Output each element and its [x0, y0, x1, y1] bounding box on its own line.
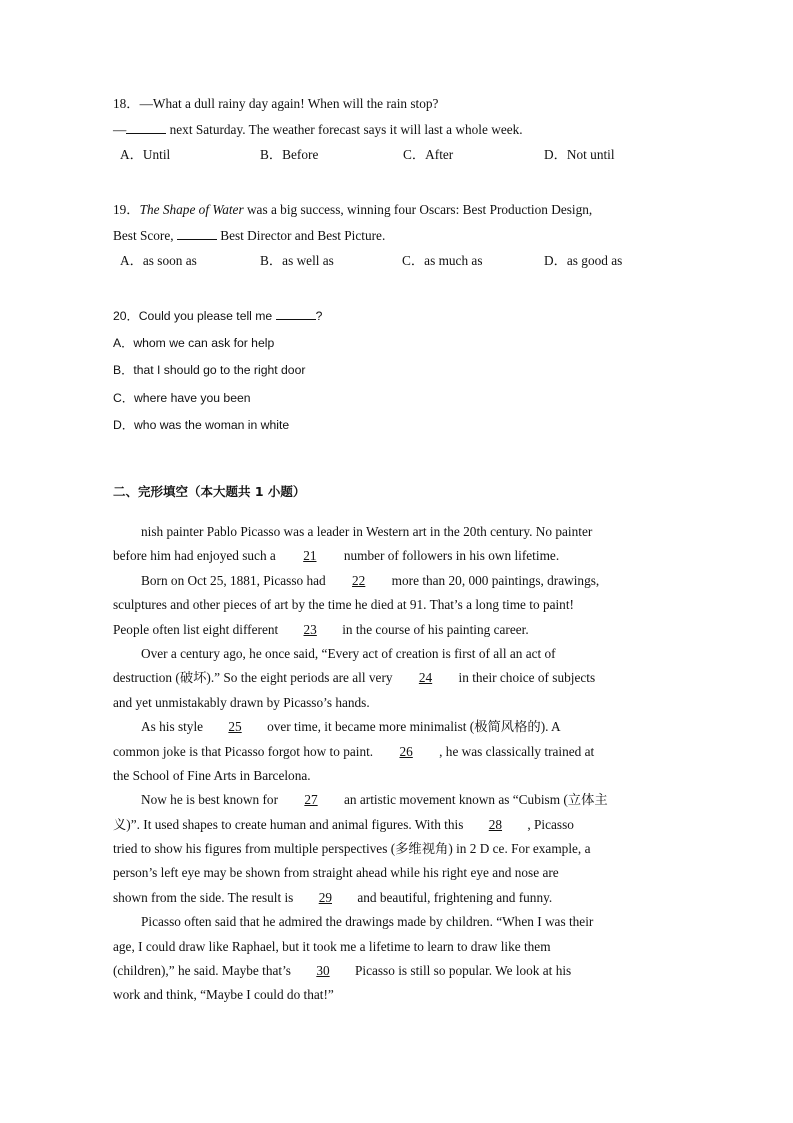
q20-stem-b: ?: [315, 309, 323, 323]
q19-line1-rest: was a big success, winning four Oscars: Best Production Design,: [243, 202, 593, 217]
q18-reply-dash: —: [113, 122, 127, 137]
passage-line: [113, 813, 678, 837]
q20-stem: [113, 308, 322, 324]
passage-text: Picasso is still so popular. We look at his: [354, 963, 572, 979]
passage-line: [113, 544, 678, 568]
passage-text: number of followers in his own lifetime.: [343, 548, 560, 564]
passage-line: nish painter Pablo Picasso was a leader in Western art in the 20th century. No painter: [141, 524, 593, 539]
cloze-blank-30: 30: [316, 963, 330, 979]
passage-line: [113, 715, 678, 739]
q18-option-d: D．Not until: [544, 147, 615, 162]
q20-option-b: B．that I should go to the right door: [113, 363, 306, 377]
q19-line2-b: Best Director and Best Picture.: [216, 228, 386, 243]
passage-line: age, I could draw like Raphael, but it took me a lifetime to learn to draw like them: [113, 938, 551, 954]
passage-text: in the course of his painting career.: [342, 621, 529, 637]
passage-line: [113, 740, 678, 764]
passage-text: , Picasso: [527, 816, 574, 832]
q19-line2-a: Best Score,: [113, 228, 177, 243]
cloze-blank-22: 22: [352, 572, 366, 588]
q19-option-a: A．as soon as: [120, 253, 197, 268]
cloze-blank-26: 26: [399, 743, 413, 759]
passage-line: [113, 666, 678, 690]
q20-stem-a: 20．Could you please tell me: [113, 309, 276, 323]
q20-option-a: A．whom we can ask for help: [113, 336, 275, 350]
cloze-blank-28: 28: [488, 816, 503, 832]
q19-stem-line1: [113, 202, 592, 218]
q18-option-a: A．Until: [120, 147, 171, 162]
q18-option-c: C．After: [403, 147, 454, 162]
q18-blank: [126, 122, 166, 134]
passage-line: person’s left eye may be shown from straight ahead while his right eye and nose are: [113, 865, 559, 881]
passage-line: [113, 618, 678, 642]
q20-blank: [276, 308, 316, 320]
passage-text: Now he is best known for: [141, 792, 279, 808]
q19-option-d: D．as good as: [544, 253, 623, 268]
passage-line: the School of Fine Arts in Barcelona.: [113, 767, 311, 783]
passage-text: , he was classically trained at: [439, 743, 595, 759]
passage-line: [113, 569, 678, 593]
q18-stem: 18．—What a dull rainy day again! When will the rain stop?: [113, 96, 439, 111]
q18-option-b: B．Before: [260, 147, 319, 162]
passage-text: As his style: [141, 719, 204, 735]
q19-title: The Shape of Water: [139, 202, 244, 217]
cloze-blank-29: 29: [318, 889, 332, 905]
passage-text: shown from the side. The result is: [113, 889, 294, 905]
passage-text: destruction (破坏).” So the eight periods are all very: [113, 670, 393, 686]
q19-blank: [177, 228, 217, 240]
passage-text: in their choice of subjects: [458, 670, 596, 686]
q20-option-c: C．where have you been: [113, 391, 251, 405]
passage-text: People often list eight different: [113, 621, 279, 637]
passage-line: [113, 959, 678, 983]
cloze-blank-27: 27: [304, 792, 318, 808]
passage-line: tried to show his figures from multiple perspectives (多维视角) in 2 D ce. For example, a: [113, 841, 591, 857]
passage-line: [113, 788, 678, 812]
passage-text: common joke is that Picasso forgot how to paint.: [113, 743, 374, 759]
passage-text: (children),” he said. Maybe that’s: [113, 963, 291, 979]
passage-line: sculptures and other pieces of art by the time he died at 91. That’s a long time to paint!: [113, 597, 574, 613]
cloze-blank-23: 23: [303, 621, 317, 637]
passage-text: before him had enjoyed such a: [113, 548, 276, 564]
q19-option-c: C．as much as: [402, 253, 483, 268]
passage-text: 义)”. It used shapes to create human and animal figures. With this: [113, 816, 464, 832]
passage-text: more than 20, 000 paintings, drawings,: [391, 572, 600, 588]
passage-line: Over a century ago, he once said, “Every act of creation is first of all an act of: [141, 645, 556, 661]
cloze-passage: [113, 520, 678, 1008]
passage-text: over time, it became more minimalist (极简风格的). A: [267, 719, 561, 735]
passage-text: Born on Oct 25, 1881, Picasso had: [141, 572, 326, 588]
q18-reply-rest: next Saturday. The weather forecast says it will last a whole week.: [166, 122, 523, 137]
q19-number: 19．: [113, 202, 140, 217]
q20-option-d: D．who was the woman in white: [113, 418, 290, 432]
cloze-blank-21: 21: [303, 548, 317, 564]
passage-line: work and think, “Maybe I could do that!”: [113, 987, 334, 1003]
passage-line: and yet unmistakably drawn by Picasso’s hands.: [113, 694, 370, 710]
section-heading: 二、完形填空（本大题共 1 小题）: [113, 484, 306, 499]
passage-text: an artistic movement known as “Cubism (立体主: [344, 792, 608, 808]
q19-stem-line2: [113, 228, 385, 244]
cloze-blank-24: 24: [418, 670, 433, 686]
q19-option-b: B．as well as: [260, 253, 334, 268]
cloze-blank-25: 25: [228, 719, 242, 735]
passage-line: [113, 886, 678, 910]
q18-reply: [113, 122, 523, 138]
passage-text: and beautiful, frightening and funny.: [357, 889, 553, 905]
passage-line: Picasso often said that he admired the drawings made by children. “When I was their: [141, 914, 594, 930]
